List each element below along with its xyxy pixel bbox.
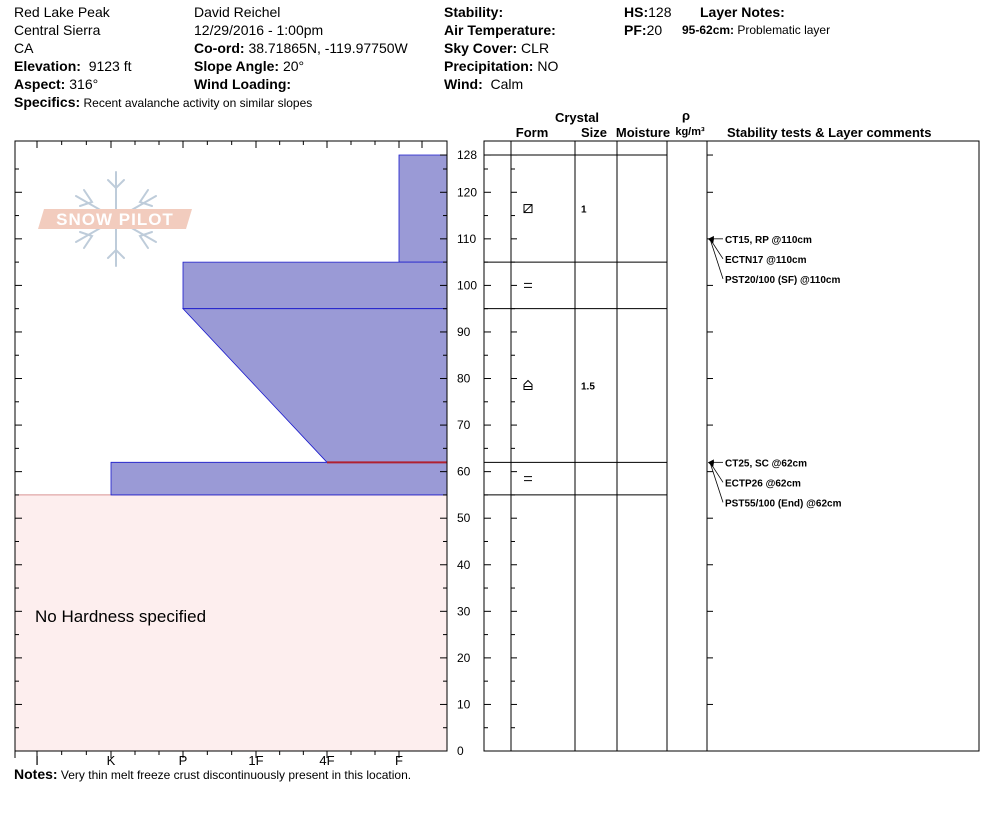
stability-test-result: CT15, RP @110cm bbox=[725, 234, 812, 246]
no-hardness-label: No Hardness specified bbox=[35, 607, 207, 626]
hardness-layer-4 bbox=[111, 462, 447, 495]
stability-test-result: CT25, SC @62cm bbox=[725, 458, 808, 470]
region-name: Central Sierra bbox=[14, 22, 101, 38]
melt-freeze-crust-icon bbox=[524, 283, 532, 287]
crystal-size-label: 1.5 bbox=[581, 381, 595, 393]
location-name: Red Lake Peak bbox=[14, 4, 110, 20]
elevation-label: Elevation: bbox=[14, 58, 81, 74]
depth-tick-label: 80 bbox=[457, 371, 471, 386]
observation-datetime: 12/29/2016 - 1:00pm bbox=[194, 22, 324, 38]
state-name: CA bbox=[14, 40, 34, 56]
depth-tick-label: 60 bbox=[457, 464, 471, 479]
logo-text: SNOW PILOT bbox=[56, 210, 174, 229]
comments-header: Stability tests & Layer comments bbox=[727, 125, 932, 140]
depth-tick-label: 70 bbox=[457, 418, 471, 433]
hardness-tick-label: 4F bbox=[319, 753, 335, 768]
depth-tick-label: 110 bbox=[457, 231, 477, 246]
depth-tick-label: 100 bbox=[457, 278, 478, 293]
depth-axis bbox=[440, 148, 713, 758]
depth-tick-label: 128 bbox=[457, 148, 478, 163]
form-header: Form bbox=[515, 125, 549, 140]
moisture-header: Moisture bbox=[615, 125, 671, 140]
stability-test-result: PST55/100 (End) @62cm bbox=[725, 498, 842, 510]
pf-value: 20 bbox=[646, 22, 663, 38]
stability-test-result: PST20/100 (SF) @110cm bbox=[725, 274, 841, 286]
depth-tick-label: 50 bbox=[457, 511, 471, 526]
stability-test-result: ECTP26 @62cm bbox=[725, 478, 801, 490]
crystal-header: Crystal bbox=[554, 110, 600, 125]
stability-test-pointer bbox=[710, 462, 723, 502]
layer-note-range: 95-62cm: bbox=[682, 23, 735, 37]
sky-label: Sky Cover: bbox=[444, 40, 518, 56]
depth-tick-label: 30 bbox=[457, 604, 471, 619]
hs-value: 128 bbox=[648, 4, 672, 20]
melt-freeze-crust-icon bbox=[524, 477, 532, 481]
depth-tick-label: 20 bbox=[457, 650, 471, 665]
aspect-label: Aspect: bbox=[14, 76, 66, 92]
depth-tick-label: 40 bbox=[457, 557, 471, 572]
depth-hoar-icon bbox=[524, 381, 532, 390]
sky-value: CLR bbox=[521, 40, 550, 56]
aspect-value: 316° bbox=[69, 76, 99, 92]
hs-label: HS: bbox=[624, 4, 649, 20]
hardness-tick-label: I bbox=[35, 753, 39, 768]
pf-label: PF: bbox=[624, 22, 647, 38]
density-rho-header: ρ bbox=[681, 108, 691, 123]
crystal-size-label: 1 bbox=[581, 204, 587, 216]
layer-notes-label: Layer Notes: bbox=[700, 4, 785, 20]
stability-test-result: ECTN17 @110cm bbox=[725, 254, 807, 266]
stability-label: Stability: bbox=[444, 4, 504, 20]
precip-value: NO bbox=[537, 58, 559, 74]
notes-label: Notes: bbox=[14, 766, 58, 782]
hardness-tick-label: F bbox=[395, 753, 403, 768]
layer-note-text: Problematic layer bbox=[737, 23, 831, 37]
hardness-tick-label: 1F bbox=[248, 753, 264, 768]
hardness-layer-3 bbox=[183, 309, 447, 463]
hardness-tick-label: P bbox=[178, 753, 188, 768]
depth-tick-label: 120 bbox=[457, 185, 478, 200]
elevation-value: 9123 ft bbox=[88, 58, 132, 74]
depth-tick-label: 0 bbox=[457, 744, 464, 758]
air-temp-label: Air Temperature: bbox=[444, 22, 556, 38]
snowpilot-logo bbox=[38, 172, 192, 266]
notes-value: Very thin melt freeze crust discontinuously present in this location. bbox=[60, 768, 412, 782]
depth-tick-label: 10 bbox=[457, 697, 471, 712]
stability-test-pointer bbox=[710, 239, 723, 279]
hardness-layer-1 bbox=[399, 155, 447, 262]
density-unit-header: kg/m³ bbox=[675, 126, 705, 138]
wind-value: Calm bbox=[490, 76, 524, 92]
coord-label: Co-ord: bbox=[194, 40, 245, 56]
slope-value: 20° bbox=[282, 58, 305, 74]
depth-tick-label: 90 bbox=[457, 324, 471, 339]
wind-label: Wind: bbox=[444, 76, 483, 92]
hardness-layer-2 bbox=[183, 262, 447, 309]
precip-label: Precipitation: bbox=[444, 58, 534, 74]
hardness-tick-label: K bbox=[106, 753, 116, 768]
layer-table bbox=[484, 141, 979, 751]
specifics-value: Recent avalanche activity on similar slopes bbox=[83, 96, 313, 110]
specifics-label: Specifics: bbox=[14, 94, 81, 110]
size-header: Size bbox=[580, 125, 608, 140]
wind-loading-label: Wind Loading: bbox=[194, 76, 292, 92]
slope-label: Slope Angle: bbox=[194, 58, 280, 74]
faceted-rounded-icon bbox=[524, 205, 532, 213]
observer-name: David Reichel bbox=[194, 4, 281, 20]
hardness-panel bbox=[15, 141, 447, 768]
layer-table-frame bbox=[484, 141, 979, 751]
coord-value: 38.71865N, -119.97750W bbox=[248, 40, 408, 56]
